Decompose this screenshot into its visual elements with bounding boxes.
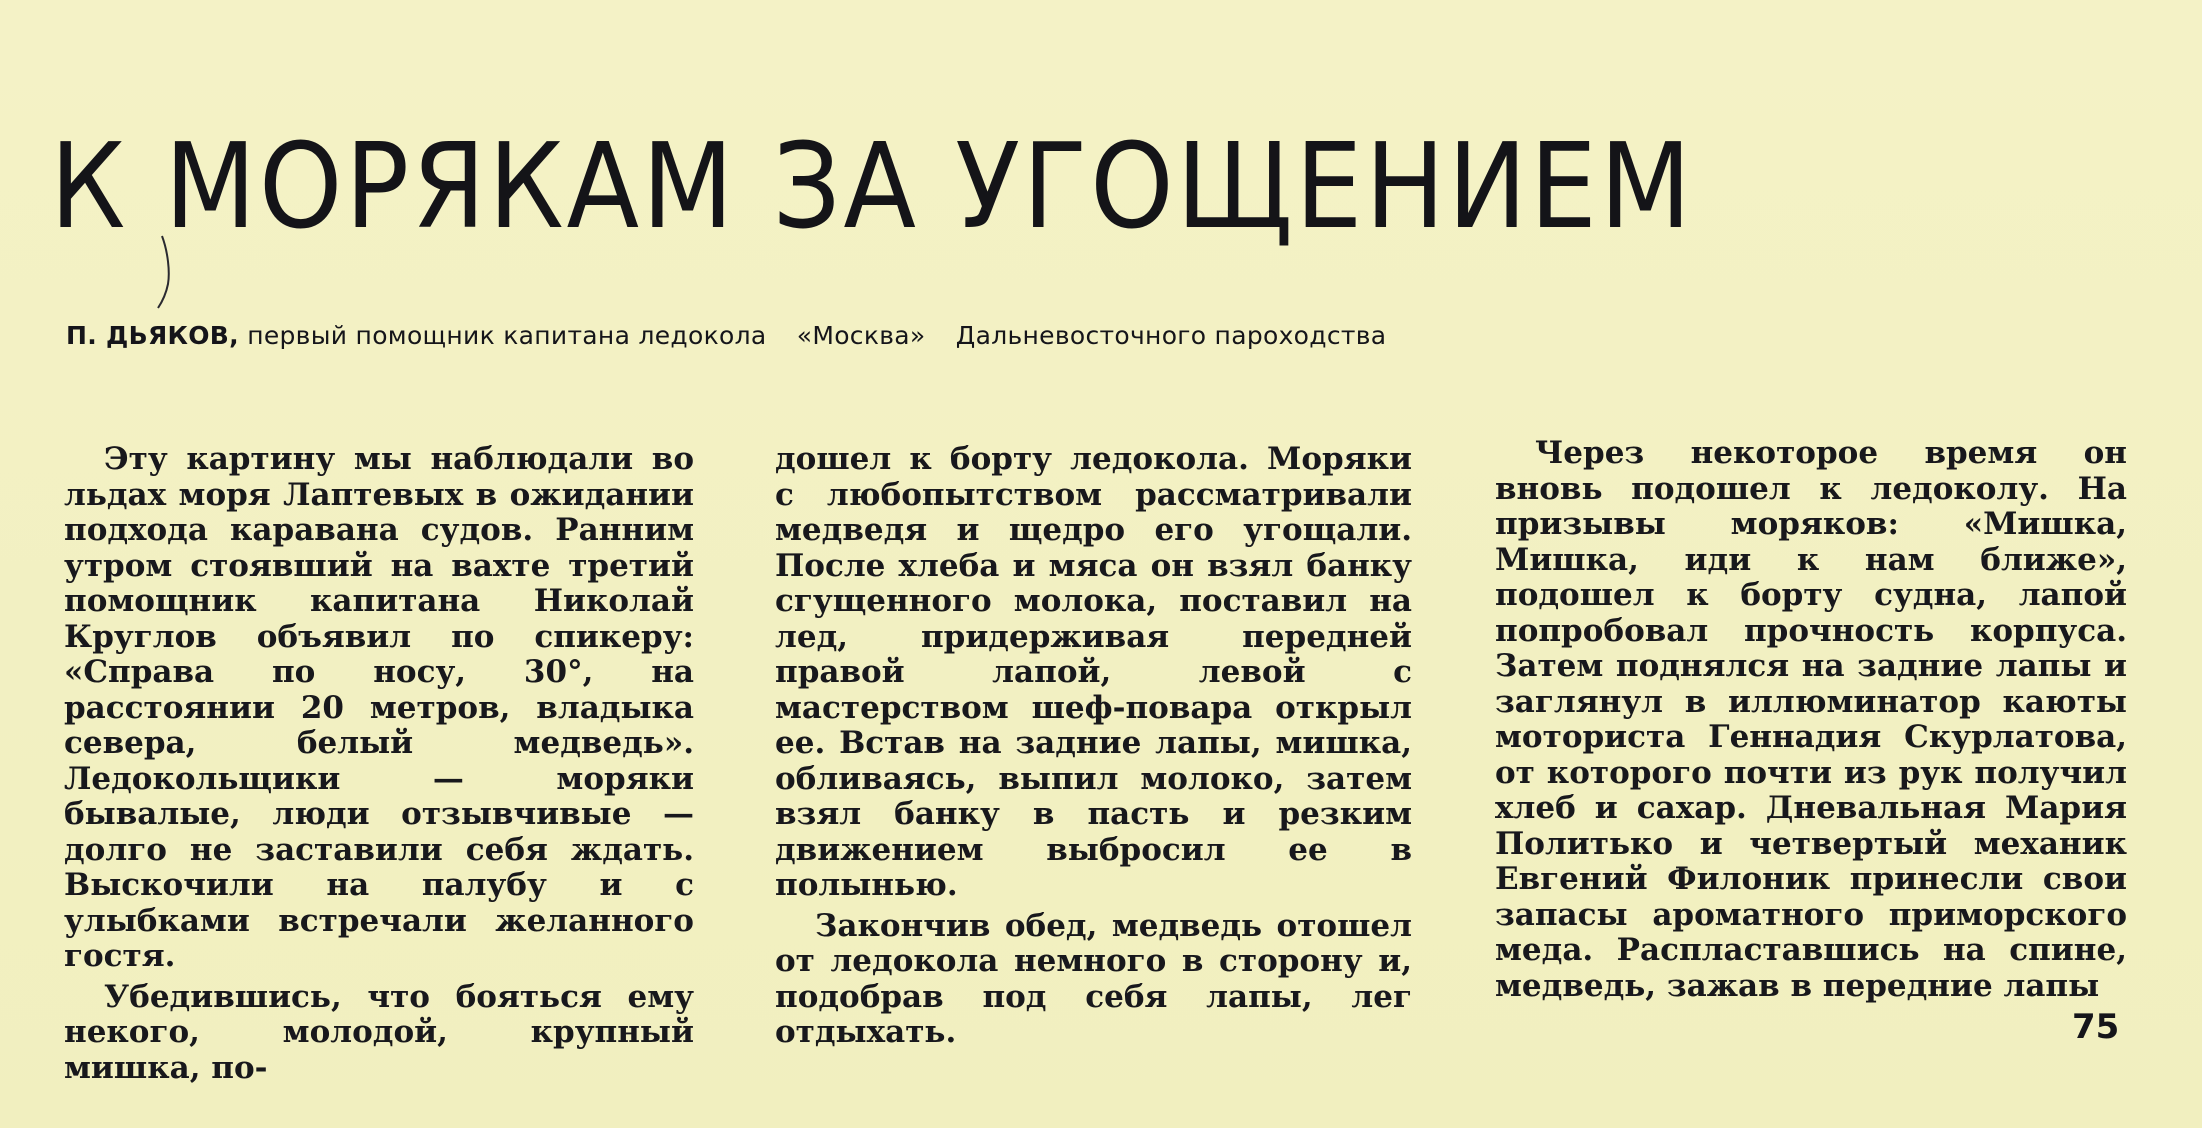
text-column-3	[1495, 436, 2127, 1004]
byline	[66, 323, 1386, 348]
text-column-1	[64, 442, 694, 1086]
text-column-2	[775, 442, 1412, 1051]
paragraph: дошел к борту ледокола. Моряки с любопытством рассматривали медведя и щедро его угощали. После хлеба и мяса он взял банку сгущенного молока, поставил на лед, придерживая передней правой лапой, левой с мастерством шеф-повара открыл ее. Встав на задние лапы, мишка, обливаясь, выпил молоко, затем взял банку в пасть и резким движением выбросил ее в полынью.	[775, 441, 1412, 903]
article-title: К МОРЯКАМ ЗА УГОЩЕНИЕМ	[50, 117, 1694, 256]
paragraph: Закончив обед, медведь отошел от ледокола немного в сторону и, подобрав под себя лапы, лег отдыхать.	[775, 907, 1412, 1050]
paragraph: Эту картину мы наблюдали во льдах моря Лаптевых в ожидании подхода каравана судов. Ранним утром стоявший на вахте третий помощник капитана Николай Круглов объявил по спикеру: «Справа по носу, 30°, на расстоянии 20 метров, владыка севера, белый медведь». Ледокольщики — моряки бывалые, люди отзывчивые — долго не заставили себя ждать. Выскочили на палубу и с улыбками встречали желанного гостя.	[64, 441, 694, 974]
author-name: П. ДЬЯКОВ,	[66, 321, 239, 350]
paragraph: Через некоторое время он вновь подошел к ледоколу. На призывы моряков: «Мишка, Мишка, иди к нам ближе», подошел к борту судна, лапой попробовал прочность корпуса. Затем поднялся на задние лапы и заглянул в иллюминатор каюты моториста Геннадия Скурлатова, от которого почти из рук получил хлеб и сахар. Дневальная Мария Политько и четвертый механик Евгений Филоник принесли свои запасы ароматного приморского меда. Распластавшись на спине, медведь, зажав в передние лапы	[1495, 435, 2127, 1004]
shipping-company: Дальневосточного пароходства	[955, 321, 1387, 350]
pen-stroke-mark	[150, 232, 190, 312]
page-number: 75	[2072, 1007, 2120, 1047]
paragraph: Убедившись, что бояться ему некого, молодой, крупный мишка, по-	[64, 978, 694, 1086]
author-role: первый помощник капитана ледокола	[247, 321, 767, 350]
ship-name: «Москва»	[796, 321, 926, 350]
